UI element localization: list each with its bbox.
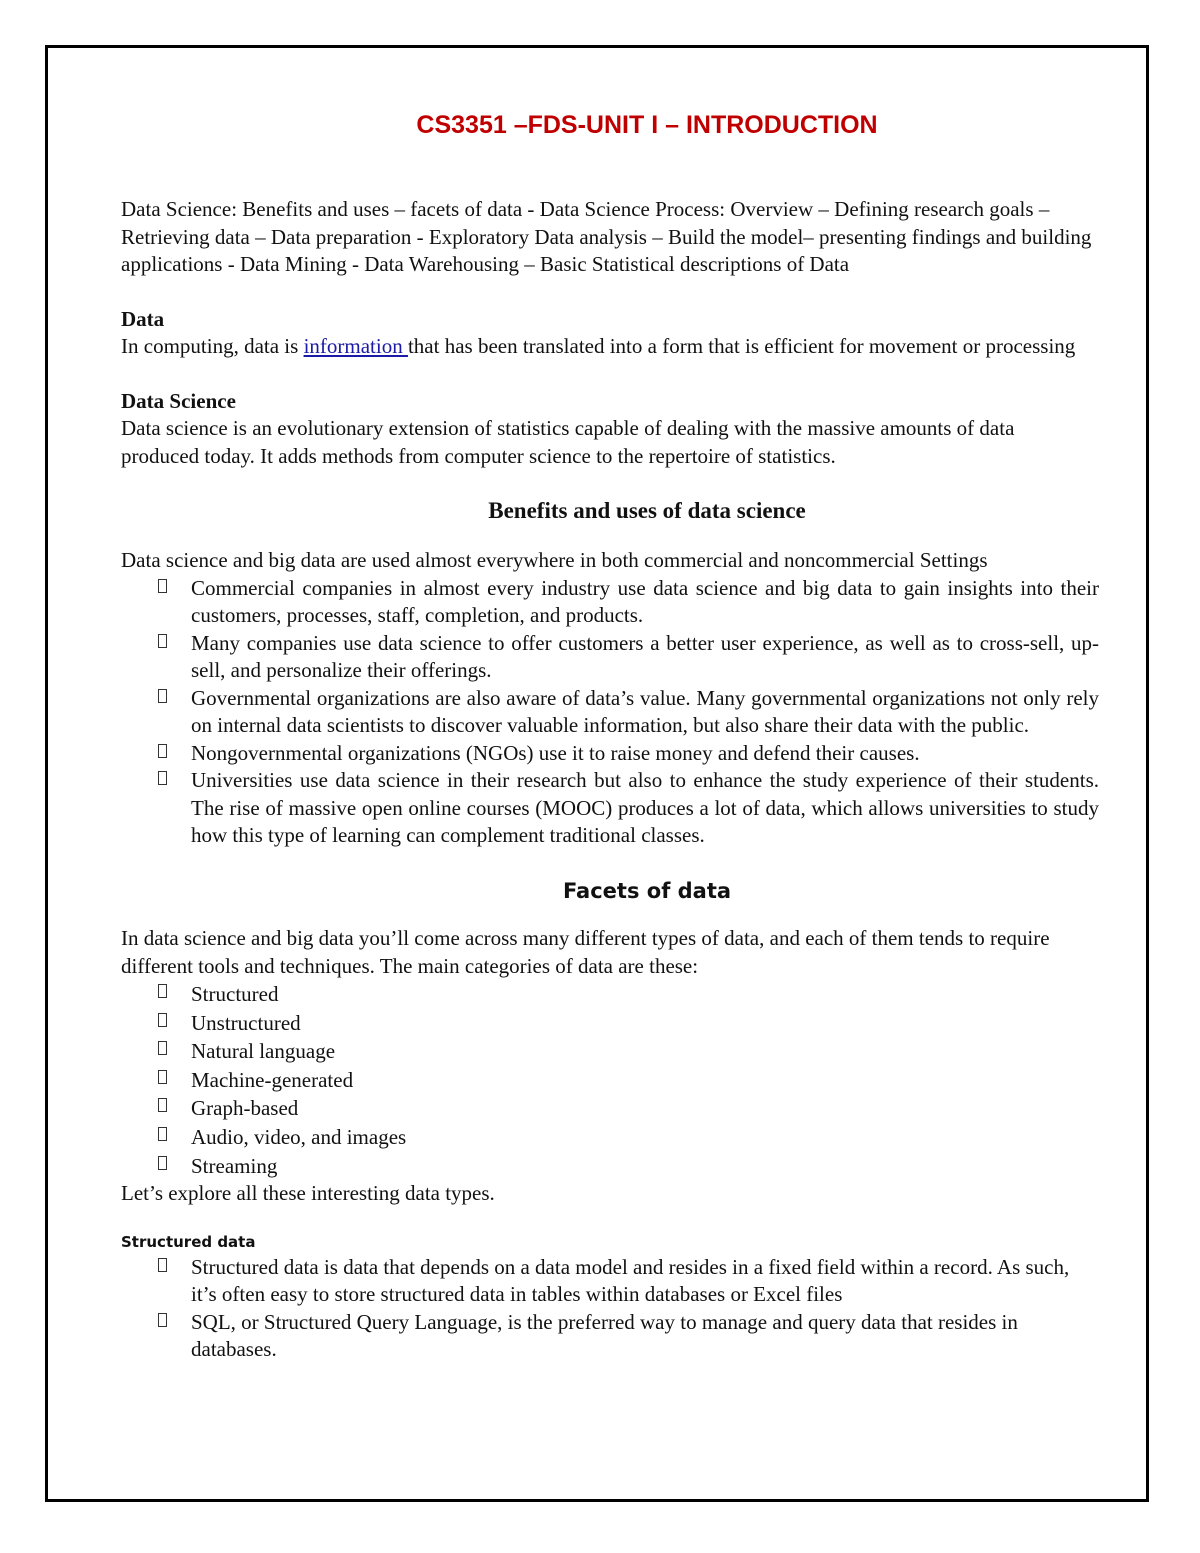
bullet-icon [158,1013,167,1027]
list-item: Governmental organizations are also aware of data’s value. Many governmental organizations not only rely on internal data scientists to discover valuable information, but also share their data with the public. [121,685,1099,740]
list-item: Unstructured [121,1009,1133,1038]
bullet-icon [158,1098,167,1112]
bullet-icon [158,1070,167,1084]
bullet-icon [158,1127,167,1141]
bullet-icon [158,771,167,785]
bullet-icon [158,1313,167,1327]
structured-data-heading: Structured data [121,1232,256,1251]
facets-outro: Let’s explore all these interesting data types. [121,1181,495,1206]
data-heading: Data [121,306,165,331]
list-item: Structured data is data that depends on a data model and resides in a fixed field within a record. As such, it’s often easy to store structured data in tables within databases or Excel files [121,1254,1099,1309]
benefits-list [121,575,1099,850]
facets-intro: In data science and big data you’ll come across many different types of data, and each of them tends to require different tools and techniques. The main categories of data are these: [121,926,1050,978]
bullet-icon [158,1156,167,1170]
list-item: Streaming [121,1152,1133,1181]
bullet-icon [158,634,167,648]
bullet-icon [158,579,167,593]
facets-list [121,980,1133,1180]
data-science-definition: Data science is an evolutionary extension of statistics capable of dealing with the massive amounts of data produced today. It adds methods from computer science to the repertoire of statistics. [121,416,1015,468]
facets-heading: Facets of data [562,878,732,903]
bullet-icon [158,984,167,998]
list-item: Nongovernmental organizations (NGOs) use it to raise money and defend their causes. [121,740,1099,768]
data-science-heading: Data Science [121,388,236,413]
data-definition: In computing, data is information that has been translated into a form that is efficient for movement or processing [121,334,1076,358]
bullet-icon [158,744,167,758]
structured-list [121,1254,1099,1364]
information-link[interactable]: information [303,334,408,358]
list-item: Many companies use data science to offer customers a better user experience, as well as to cross-sell, up-sell, and personalize their offerings. [121,630,1099,685]
benefits-heading: Benefits and uses of data science [488,498,806,523]
benefits-intro: Data science and big data are used almost everywhere in both commercial and noncommercial Settings [121,548,988,573]
list-item: Commercial companies in almost every industry use data science and big data to gain insights into their customers, processes, staff, completion, and products. [121,575,1099,630]
syllabus-paragraph: Data Science: Benefits and uses – facets of data - Data Science Process: Overview – Defining research goals – Retrieving data – Data preparation - Exploratory Data analysis – Build the model– presenting findings and building applications - Data Mining - Data Warehousing – Basic Statistical descriptions of Data [121,197,1092,276]
document-body [121,108,1133,1364]
bullet-icon [158,1041,167,1055]
list-item: Machine-generated [121,1066,1133,1095]
list-item: Universities use data science in their research but also to enhance the study experience of their students. The rise of massive open online courses (MOOC) produces a lot of data, which allows universities to study how this type of learning can complement traditional classes. [121,767,1099,850]
bullet-icon [158,689,167,703]
bullet-icon [158,1258,167,1272]
list-item: Graph-based [121,1094,1133,1123]
list-item: SQL, or Structured Query Language, is the preferred way to manage and query data that resides in databases. [121,1309,1099,1364]
page-title: CS3351 –FDS-UNIT I – INTRODUCTION [416,111,878,139]
list-item: Structured [121,980,1133,1009]
list-item: Audio, video, and images [121,1123,1133,1152]
list-item: Natural language [121,1037,1133,1066]
